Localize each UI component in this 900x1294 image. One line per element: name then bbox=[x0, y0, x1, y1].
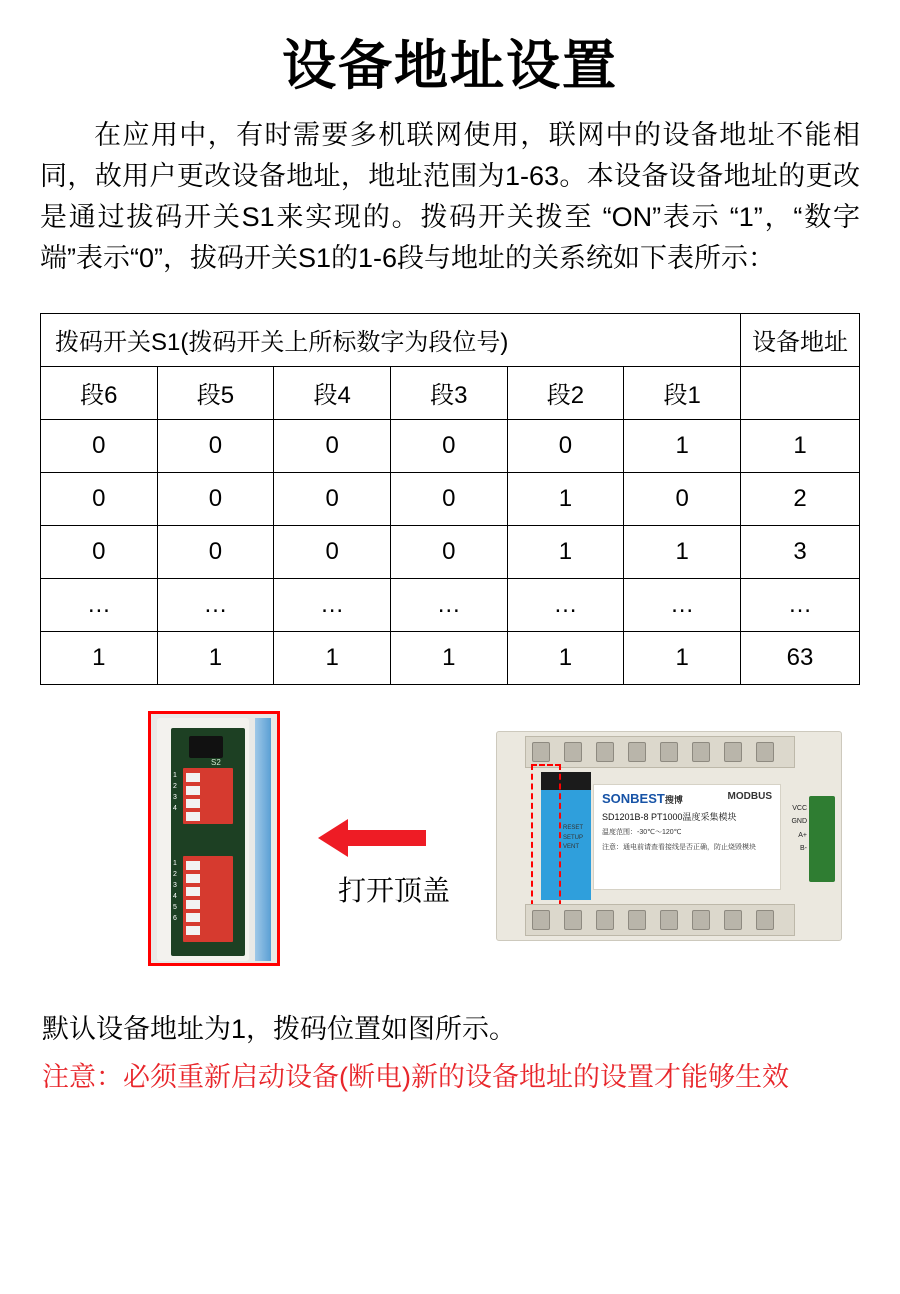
protocol-text: MODBUS bbox=[727, 790, 772, 802]
cell-address: 1 bbox=[741, 419, 860, 472]
dip-toggle[interactable] bbox=[186, 913, 200, 922]
warning-note: 注意：必须重新启动设备(断电)新的设备地址的设置才能够生效 bbox=[42, 1061, 789, 1092]
cell-bit: 0 bbox=[390, 525, 507, 578]
cell-bit: 0 bbox=[507, 419, 624, 472]
address-table bbox=[40, 313, 860, 685]
table-header-row bbox=[41, 313, 860, 366]
screw-icon bbox=[596, 910, 614, 930]
cell-bit: 1 bbox=[507, 631, 624, 684]
cell-bit: 0 bbox=[157, 419, 274, 472]
cell-bit: 0 bbox=[274, 419, 391, 472]
dip-toggle[interactable] bbox=[186, 799, 200, 808]
s2-label: S2 bbox=[211, 757, 221, 767]
screw-icon bbox=[628, 910, 646, 930]
left-arrow-icon bbox=[318, 819, 438, 859]
pcb-board bbox=[171, 728, 245, 956]
screw-icon bbox=[628, 742, 646, 762]
column-header-seg1: 段1 bbox=[624, 366, 741, 419]
screw-icon bbox=[756, 910, 774, 930]
dip-toggle[interactable] bbox=[186, 786, 200, 795]
address-table-wrapper bbox=[40, 313, 860, 685]
conn-label-gnd: GND bbox=[791, 818, 807, 826]
model-text: SD1201B-8 PT1000温度采集模块 bbox=[602, 811, 737, 822]
blue-side-strip bbox=[255, 718, 271, 961]
table-row bbox=[41, 631, 860, 684]
arrow-shaft bbox=[344, 830, 426, 846]
connector-labels bbox=[791, 802, 807, 855]
cell-bit: 1 bbox=[624, 631, 741, 684]
column-header-seg3: 段3 bbox=[390, 366, 507, 419]
dip-switch-bank-bottom bbox=[183, 856, 233, 942]
cell-bit: 1 bbox=[624, 525, 741, 578]
cell-address: 2 bbox=[741, 472, 860, 525]
device-photo bbox=[488, 719, 848, 951]
dip-toggle[interactable] bbox=[186, 874, 200, 883]
cell-bit: 0 bbox=[41, 525, 158, 578]
terminal-block-top bbox=[525, 736, 795, 768]
screw-icon bbox=[724, 742, 742, 762]
column-header-seg5: 段5 bbox=[157, 366, 274, 419]
spec-line1: 温度范围：-30℃～120℃ bbox=[602, 828, 682, 836]
conn-label-a: A+ bbox=[798, 831, 807, 839]
screw-icon bbox=[660, 910, 678, 930]
dip-numbers-bottom: 1 2 3 4 5 6 bbox=[173, 859, 177, 922]
intro-paragraph: 在应用中，有时需要多机联网使用，联网中的设备地址不能相同，故用户更改设备地址，地址范围为1-63。本设备设备地址的更改是通过拔码开关S1来实现的。拨码开关拨至 “ON”表示 “1”，“数字端”表示“0”，拔码开关S1的1-6段与地址的关系统如下表所示： bbox=[40, 119, 860, 273]
conn-label-vcc: VCC bbox=[792, 804, 807, 812]
screw-icon bbox=[756, 742, 774, 762]
table-header-switch: 拨码开关S1(拨码开关上所标数字为段位号) bbox=[41, 313, 741, 366]
cell-bit: 0 bbox=[157, 472, 274, 525]
table-row bbox=[41, 472, 860, 525]
dip-module-housing bbox=[157, 718, 249, 961]
screw-icon bbox=[532, 910, 550, 930]
table-subheader-row bbox=[41, 366, 860, 419]
screw-icon bbox=[660, 742, 678, 762]
cell-address: 3 bbox=[741, 525, 860, 578]
table-header-address: 设备地址 bbox=[741, 313, 860, 366]
cell-bit: 0 bbox=[274, 472, 391, 525]
cell-bit: … bbox=[507, 578, 624, 631]
cell-bit: … bbox=[624, 578, 741, 631]
screw-icon bbox=[532, 742, 550, 762]
cell-bit: … bbox=[157, 578, 274, 631]
cell-bit: 0 bbox=[41, 419, 158, 472]
screw-icon bbox=[724, 910, 742, 930]
device-body bbox=[496, 731, 842, 941]
cell-bit: 1 bbox=[507, 472, 624, 525]
terminal-block-bottom bbox=[525, 904, 795, 936]
screw-icon bbox=[596, 742, 614, 762]
dip-toggle[interactable] bbox=[186, 773, 200, 782]
cell-bit: 0 bbox=[390, 472, 507, 525]
cell-bit: 0 bbox=[624, 472, 741, 525]
brand-cn: 搜博 bbox=[664, 794, 683, 805]
default-address-note: 默认设备地址为1，拨码位置如图所示。 bbox=[42, 1013, 517, 1044]
dip-toggle[interactable] bbox=[186, 861, 200, 870]
dip-numbers-top: 1 2 3 4 bbox=[173, 771, 177, 812]
column-header-seg4: 段4 bbox=[274, 366, 391, 419]
screw-icon bbox=[564, 910, 582, 930]
cell-bit: 0 bbox=[390, 419, 507, 472]
dip-switch-photo bbox=[148, 711, 280, 966]
screw-icon bbox=[692, 910, 710, 930]
conn-label-b: B- bbox=[800, 844, 807, 852]
document-page bbox=[0, 34, 900, 1294]
screw-icon bbox=[692, 742, 710, 762]
table-row bbox=[41, 419, 860, 472]
screw-icon bbox=[564, 742, 582, 762]
cell-bit: 1 bbox=[624, 419, 741, 472]
left-pin-labels bbox=[563, 824, 583, 853]
brand-name bbox=[602, 791, 780, 806]
cell-bit: 1 bbox=[507, 525, 624, 578]
cell-bit: 1 bbox=[157, 631, 274, 684]
figure-area bbox=[36, 711, 864, 981]
device-label bbox=[593, 784, 781, 890]
pin-label-setup: SETUP bbox=[563, 834, 584, 841]
dip-toggle[interactable] bbox=[186, 887, 200, 896]
arrow-caption: 打开顶盖 bbox=[337, 874, 450, 906]
cell-address: 63 bbox=[741, 631, 860, 684]
pin-label-vent: VENT bbox=[563, 844, 580, 851]
page-title: 设备地址设置 bbox=[282, 36, 618, 96]
cell-bit: 1 bbox=[390, 631, 507, 684]
pin-label-reset: RESET bbox=[563, 824, 584, 831]
cell-bit: 0 bbox=[274, 525, 391, 578]
green-terminal-connector bbox=[809, 796, 835, 882]
cell-bit: … bbox=[274, 578, 391, 631]
brand-text: SONBEST bbox=[602, 790, 665, 806]
table-row bbox=[41, 578, 860, 631]
table-row bbox=[41, 525, 860, 578]
chip-icon bbox=[189, 736, 223, 758]
highlight-dashed-box bbox=[531, 764, 561, 916]
cell-bit: 0 bbox=[157, 525, 274, 578]
dip-toggle[interactable] bbox=[186, 900, 200, 909]
cell-bit: 0 bbox=[41, 472, 158, 525]
column-header-seg2: 段2 bbox=[507, 366, 624, 419]
dip-switch-bank-top bbox=[183, 768, 233, 824]
cell-address: … bbox=[741, 578, 860, 631]
dip-toggle[interactable] bbox=[186, 926, 200, 935]
spec-line2: 注意：通电前请查看接线是否正确，防止烧毁模块 bbox=[602, 844, 756, 852]
column-header-address-blank bbox=[741, 366, 860, 419]
cell-bit: … bbox=[390, 578, 507, 631]
cell-bit: 1 bbox=[274, 631, 391, 684]
column-header-seg6: 段6 bbox=[41, 366, 158, 419]
cell-bit: 1 bbox=[41, 631, 158, 684]
cell-bit: … bbox=[41, 578, 158, 631]
dip-toggle[interactable] bbox=[186, 812, 200, 821]
